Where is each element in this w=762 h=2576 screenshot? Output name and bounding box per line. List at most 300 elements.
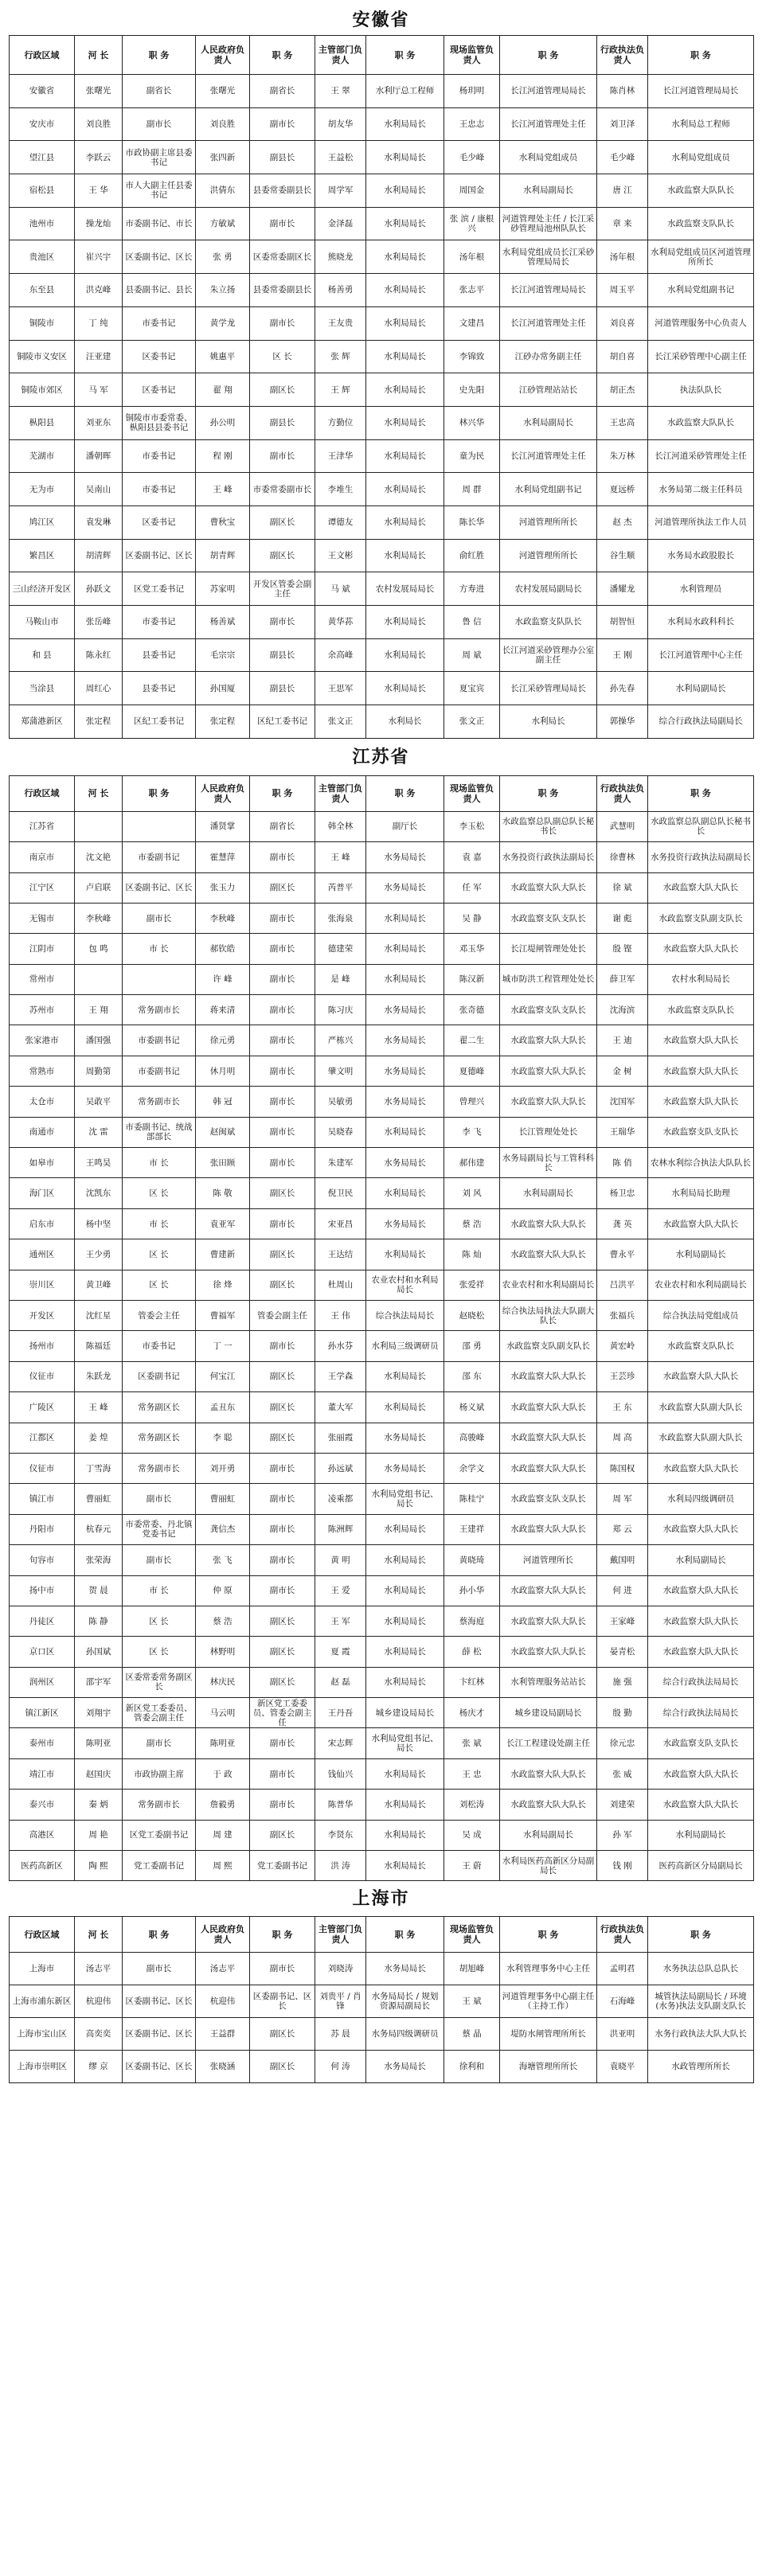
table-cell: 毛少峰: [597, 141, 648, 174]
table-cell: 江阴市: [10, 934, 75, 964]
table-cell: 王 东: [597, 1392, 648, 1423]
table-cell: 长江采砂管理局局长: [500, 672, 597, 705]
table-cell: 水利局局长: [366, 141, 444, 174]
table-cell: 水利局党组副书记: [500, 473, 597, 506]
table-cell: 王 迪: [597, 1025, 648, 1056]
table-cell: 市 长: [123, 1208, 196, 1239]
table-cell: 当涂县: [10, 672, 75, 705]
table-cell: 周 熙: [196, 1851, 250, 1881]
table-cell: 杨玥明: [444, 75, 500, 108]
table-cell: 水利局党组副书记: [648, 274, 754, 307]
table-cell: 水利局党组成员长江采砂管理局局长: [500, 240, 597, 274]
table-cell: 河道管理事务中心副主任（主持工作）: [500, 1985, 597, 2018]
table-cell: 操龙灿: [75, 207, 123, 240]
table-cell: 水利局党组书记、局长: [366, 1484, 444, 1514]
table-cell: 水务局局长: [366, 1056, 444, 1086]
table-cell: 水利局局长: [366, 1545, 444, 1575]
table-cell: 许 峰: [196, 964, 250, 994]
table-cell: 王鸣昊: [75, 1148, 123, 1178]
table-cell: 徐元忠: [597, 1728, 648, 1758]
table-cell: 水利局局长: [366, 373, 444, 407]
table-cell: 水政监察总队副总队长秘书长: [500, 811, 597, 841]
table-cell: 水务局局长: [366, 1423, 444, 1453]
table-cell: 孙跃文: [75, 572, 123, 606]
table-row: [10, 373, 754, 407]
table-cell: 水利局局长: [366, 1178, 444, 1208]
column-header: 职 务: [648, 1917, 754, 1953]
table-cell: 殷 勤: [597, 1698, 648, 1728]
table-cell: 水政监察支队支队长: [648, 1728, 754, 1758]
table-row: [10, 705, 754, 739]
table-cell: 长江河道管理局局长: [648, 75, 754, 108]
table-cell: 徐 烽: [196, 1270, 250, 1300]
table-cell: 水政监察大队副大队长: [648, 1392, 754, 1423]
table-cell: 市委书记: [123, 473, 196, 506]
table-row: [10, 1117, 754, 1147]
table-cell: 林兴华: [444, 406, 500, 439]
table-cell: 曹丽虹: [75, 1484, 123, 1514]
table-cell: 鲁 信: [444, 606, 500, 639]
table-cell: 池州市: [10, 207, 75, 240]
table-cell: 洪亚明: [597, 2018, 648, 2051]
table-cell: 任 军: [444, 872, 500, 903]
table-cell: 副市长: [250, 207, 315, 240]
table-cell: 刘卫泽: [597, 107, 648, 141]
table-cell: 张荣海: [75, 1545, 123, 1575]
table-cell: 黄宏岭: [597, 1331, 648, 1361]
table-cell: 水利局局长助理: [648, 1178, 754, 1208]
table-row: [10, 1637, 754, 1667]
table-cell: 马 军: [75, 373, 123, 407]
column-header: 职 务: [366, 1917, 444, 1953]
table-cell: 市委书记: [123, 1331, 196, 1361]
table-row: [10, 174, 754, 208]
table-cell: 水务局局长: [366, 1208, 444, 1239]
table-cell: 水务局局长: [366, 1087, 444, 1117]
table-row: [10, 672, 754, 705]
table-cell: 区委书记: [123, 505, 196, 539]
table-cell: 马 斌: [315, 572, 366, 606]
table-row: [10, 1667, 754, 1697]
table-cell: 河道管理服务中心负责人: [648, 306, 754, 340]
table-cell: 城管执法局副局长 / 环境(水务)执法支队副支队长: [648, 1985, 754, 2018]
table-cell: 农业农村和水利局副局长: [648, 1270, 754, 1300]
table-cell: 水利局副局长: [500, 1178, 597, 1208]
table-cell: 市委副书记、统战部部长: [123, 1117, 196, 1147]
table-row: [10, 1545, 754, 1575]
table-cell: 市 长: [123, 1575, 196, 1606]
table-cell: 沈海滨: [597, 995, 648, 1025]
table-cell: 靖江市: [10, 1758, 75, 1789]
table-cell: [75, 811, 123, 841]
table-cell: 谭德友: [315, 505, 366, 539]
table-cell: 汤志平: [196, 1953, 250, 1985]
table-cell: 吴晓春: [315, 1117, 366, 1147]
table-cell: 水政监察大队大队长: [648, 1361, 754, 1391]
table-cell: 杨庆才: [444, 1698, 500, 1728]
table-cell: 吴南山: [75, 473, 123, 506]
column-header: 职 务: [500, 775, 597, 811]
table-cell: 张志平: [444, 274, 500, 307]
table-cell: 区委副书记、区长: [250, 1985, 315, 2018]
table-cell: 王芸珍: [597, 1361, 648, 1391]
table-cell: 张文正: [315, 705, 366, 739]
table-cell: 黄卫峰: [75, 1270, 123, 1300]
table-cell: [123, 811, 196, 841]
table-cell: 王 军: [315, 1606, 366, 1636]
table-row: [10, 1453, 754, 1483]
table-cell: 水政监察大队大队长: [500, 1606, 597, 1636]
table-row: [10, 439, 754, 473]
table-cell: 新区党工委委员、管委会副主任: [250, 1698, 315, 1728]
table-cell: 综合行政执法局局长: [648, 1667, 754, 1697]
table-cell: 水政监察支队副支队长: [500, 1331, 597, 1361]
table-cell: 洪倩东: [196, 174, 250, 208]
table-cell: 张奇德: [444, 995, 500, 1025]
table-cell: 扬州市: [10, 1331, 75, 1361]
table-row: [10, 1790, 754, 1820]
table-cell: 城市防洪工程管理处处长: [500, 964, 597, 994]
table-row: [10, 1208, 754, 1239]
table-cell: 杭春元: [75, 1514, 123, 1544]
table-cell: 徐元勇: [196, 1025, 250, 1056]
table-cell: 水务局局长: [366, 995, 444, 1025]
table-row: [10, 1953, 754, 1985]
table-cell: 常熟市: [10, 1056, 75, 1086]
table-cell: 开发区: [10, 1301, 75, 1331]
table-cell: 江砂管理站站长: [500, 373, 597, 407]
table-cell: 王思军: [315, 672, 366, 705]
table-cell: [75, 964, 123, 994]
table-cell: 常务副区长: [123, 1392, 196, 1423]
table-cell: 周 斌: [444, 638, 500, 672]
table-cell: 李秋峰: [75, 903, 123, 933]
table-cell: 仪征市: [10, 1453, 75, 1483]
table-cell: 副区长: [250, 505, 315, 539]
table-cell: 潘国强: [75, 1025, 123, 1056]
table-cell: 副区长: [250, 373, 315, 407]
table-cell: 徐 斌: [597, 872, 648, 903]
table-cell: 韩全林: [315, 811, 366, 841]
table-cell: 胡青辉: [196, 539, 250, 572]
table-cell: 长江工程建设处副主任: [500, 1728, 597, 1758]
table-row: [10, 1606, 754, 1636]
table-cell: 开发区管委会副主任: [250, 572, 315, 606]
table-cell: 张 滨 / 康根兴: [444, 207, 500, 240]
table-cell: 刘开勇: [196, 1453, 250, 1483]
table-cell: 王忠高: [597, 406, 648, 439]
table-cell: 胡自喜: [597, 340, 648, 373]
table-cell: 周国金: [444, 174, 500, 208]
table-row: [10, 1985, 754, 2018]
table-cell: 水务局局长: [366, 1148, 444, 1178]
table-cell: 水政管理所所长: [648, 2051, 754, 2083]
table-cell: 徐曹林: [597, 842, 648, 872]
table-cell: 谷生顺: [597, 539, 648, 572]
table-cell: 水利局水政科科长: [648, 606, 754, 639]
table-cell: 城乡建设局局长: [366, 1698, 444, 1728]
table-cell: 杨善勇: [315, 274, 366, 307]
table-cell: 区 长: [123, 1270, 196, 1300]
table-cell: 杭迎伟: [75, 1985, 123, 2018]
table-cell: 蔡 晶: [444, 2018, 500, 2051]
table-cell: 区委常委副区长: [250, 240, 315, 274]
table-cell: 翟 翔: [196, 373, 250, 407]
table-cell: 王 忠: [444, 1758, 500, 1789]
table-cell: 李跃云: [75, 141, 123, 174]
table-cell: 区党工委副书记: [123, 1820, 196, 1850]
table-cell: 水利局局长: [366, 1820, 444, 1850]
table-cell: 水政监察大队队长: [648, 406, 754, 439]
table-cell: 水利局局长: [366, 439, 444, 473]
table-row: [10, 964, 754, 994]
table-cell: 周红心: [75, 672, 123, 705]
table-cell: 水利局局长: [366, 274, 444, 307]
table-cell: 曾理兴: [444, 1087, 500, 1117]
table-row: [10, 1025, 754, 1056]
column-header: 人民政府负责人: [196, 775, 250, 811]
table-cell: 王 爱: [315, 1575, 366, 1606]
table-cell: 市委书记: [123, 606, 196, 639]
header-row: [10, 1917, 754, 1953]
table-row: [10, 207, 754, 240]
table-cell: 海塘管理所所长: [500, 2051, 597, 2083]
table-cell: 陈普华: [315, 1790, 366, 1820]
table-cell: 史先阳: [444, 373, 500, 407]
table-cell: 文建昌: [444, 306, 500, 340]
table-row: [10, 1361, 754, 1391]
table-cell: 包 鸣: [75, 934, 123, 964]
table-cell: 副区长: [250, 1667, 315, 1697]
river-chief-table: [9, 35, 754, 739]
table-cell: 长江采砂管理中心副主任: [648, 340, 754, 373]
table-cell: 河道管理所所长: [500, 539, 597, 572]
table-cell: 王 刚: [597, 638, 648, 672]
table-cell: 霍慧萍: [196, 842, 250, 872]
table-cell: 陈永红: [75, 638, 123, 672]
table-cell: 水政监察大队大队长: [648, 1056, 754, 1086]
table-row: [10, 1575, 754, 1606]
column-header: 行政区域: [10, 775, 75, 811]
table-cell: 余高峰: [315, 638, 366, 672]
table-cell: 邵宇军: [75, 1667, 123, 1697]
table-cell: 陈汉新: [444, 964, 500, 994]
table-cell: 党工委副书记: [123, 1851, 196, 1881]
table-cell: 副省长: [250, 811, 315, 841]
table-cell: 上海市浦东新区: [10, 1985, 75, 2018]
table-cell: 常务副市长: [123, 995, 196, 1025]
table-cell: 沈 雷: [75, 1117, 123, 1147]
table-cell: 水利局医药高新区分局副局长: [500, 1851, 597, 1881]
table-cell: 常务副市长: [123, 1087, 196, 1117]
table-cell: 水政监察大队大队长: [648, 1637, 754, 1667]
table-cell: 郭操华: [597, 705, 648, 739]
table-cell: 医药高新区: [10, 1851, 75, 1881]
table-cell: 王 翠: [315, 75, 366, 108]
table-cell: 副市长: [250, 1953, 315, 1985]
table-cell: 周 军: [597, 1484, 648, 1514]
table-cell: 广陵区: [10, 1392, 75, 1423]
table-cell: 夏宝宾: [444, 672, 500, 705]
table-cell: 胡旭峰: [444, 1953, 500, 1985]
table-cell: 金泽磊: [315, 207, 366, 240]
table-cell: 沈红星: [75, 1301, 123, 1331]
table-row: [10, 505, 754, 539]
table-cell: 张 飞: [196, 1545, 250, 1575]
table-row: [10, 1087, 754, 1117]
table-row: [10, 473, 754, 506]
table-cell: 水利局党组成员: [500, 141, 597, 174]
table-cell: 副市长: [250, 842, 315, 872]
table-cell: 副省长: [250, 75, 315, 108]
table-cell: 李秋峰: [196, 903, 250, 933]
table-cell: 杭迎伟: [196, 1985, 250, 2018]
table-cell: 副县长: [250, 672, 315, 705]
table-cell: 赵闽斌: [196, 1117, 250, 1147]
table-cell: 副市长: [250, 1728, 315, 1758]
table-cell: 太仓市: [10, 1087, 75, 1117]
table-cell: 综合执法局执法大队副大队长: [500, 1301, 597, 1331]
table-cell: 李 聪: [196, 1423, 250, 1453]
table-cell: 海门区: [10, 1178, 75, 1208]
table-cell: 望江县: [10, 141, 75, 174]
table-cell: 副区长: [250, 872, 315, 903]
table-cell: 水利局局长: [366, 340, 444, 373]
table-row: [10, 2018, 754, 2051]
table-cell: 李堆生: [315, 473, 366, 506]
table-cell: 长江河道管理处主任: [500, 107, 597, 141]
table-cell: 郝钦皓: [196, 934, 250, 964]
table-cell: 副区长: [250, 1178, 315, 1208]
table-cell: 马云明: [196, 1698, 250, 1728]
table-cell: [123, 964, 196, 994]
table-cell: 洪克峰: [75, 274, 123, 307]
table-cell: 周 群: [444, 473, 500, 506]
table-cell: 副区长: [250, 1239, 315, 1270]
table-cell: 水政监察支队支队长: [648, 1117, 754, 1147]
table-cell: 孙先春: [597, 672, 648, 705]
table-cell: 水利局局长: [366, 1239, 444, 1270]
table-cell: 章 来: [597, 207, 648, 240]
table-cell: 谢 彪: [597, 903, 648, 933]
table-cell: 孙远斌: [315, 1453, 366, 1483]
column-header: 行政区域: [10, 1917, 75, 1953]
section-0: [9, 5, 753, 739]
table-cell: 周 建: [196, 1820, 250, 1850]
table-cell: 戴国明: [597, 1545, 648, 1575]
table-row: [10, 1148, 754, 1178]
table-cell: 如皋市: [10, 1148, 75, 1178]
table-cell: 水利局局长: [366, 1637, 444, 1667]
table-cell: 武慧明: [597, 811, 648, 841]
table-cell: 副市长: [250, 1025, 315, 1056]
table-cell: 张 勇: [196, 240, 250, 274]
table-cell: 管委会主任: [123, 1301, 196, 1331]
table-cell: 孙小华: [444, 1575, 500, 1606]
table-row: [10, 842, 754, 872]
table-cell: 方敏斌: [196, 207, 250, 240]
table-cell: 宋志辉: [315, 1728, 366, 1758]
table-cell: 郑蒲港新区: [10, 705, 75, 739]
table-cell: 安庆市: [10, 107, 75, 141]
table-cell: 崔兴宇: [75, 240, 123, 274]
table-cell: 周勤第: [75, 1056, 123, 1086]
table-cell: 张家港市: [10, 1025, 75, 1056]
table-cell: 钱仙兴: [315, 1758, 366, 1789]
table-cell: 副县长: [250, 141, 315, 174]
table-cell: 上海市宝山区: [10, 2018, 75, 2051]
table-cell: 水政监察大队大队长: [500, 1758, 597, 1789]
column-header: 河 长: [75, 775, 123, 811]
table-cell: 水政监察大队大队长: [500, 1087, 597, 1117]
river-chief-table: [9, 1916, 754, 2083]
table-cell: 翟二生: [444, 1025, 500, 1056]
table-row: [10, 1270, 754, 1300]
table-cell: 枞阳县: [10, 406, 75, 439]
table-cell: 卞红林: [444, 1667, 500, 1697]
table-cell: 秦 炳: [75, 1790, 123, 1820]
table-cell: 于 政: [196, 1758, 250, 1789]
table-cell: 水政监察大队大队长: [648, 1025, 754, 1056]
table-cell: 泰兴市: [10, 1790, 75, 1820]
table-cell: 孙 军: [597, 1820, 648, 1850]
table-cell: 德建荣: [315, 934, 366, 964]
table-cell: 上海市: [10, 1953, 75, 1985]
table-cell: 水利局局长: [366, 174, 444, 208]
table-cell: 综合执法局党组成员: [648, 1301, 754, 1331]
table-cell: 袁发琳: [75, 505, 123, 539]
table-cell: 水利局长: [500, 705, 597, 739]
table-cell: 夏 霞: [315, 1637, 366, 1667]
table-cell: 城乡建设局副局长: [500, 1698, 597, 1728]
table-cell: 邵 勇: [444, 1331, 500, 1361]
table-cell: 江苏省: [10, 811, 75, 841]
table-cell: 副区长: [250, 539, 315, 572]
table-cell: 水利局副局长: [500, 174, 597, 208]
table-cell: 水务局局长: [366, 1953, 444, 1985]
table-cell: 副市长: [250, 995, 315, 1025]
table-cell: 王 峰: [75, 1392, 123, 1423]
table-cell: 林庆民: [196, 1667, 250, 1697]
table-cell: 市委书记: [123, 439, 196, 473]
table-cell: 周学军: [315, 174, 366, 208]
table-cell: 周玉平: [597, 274, 648, 307]
table-cell: 水政监察大队大队长: [648, 934, 754, 964]
column-header: 职 务: [250, 36, 315, 75]
table-cell: 水务局局长 / 规划资源局副局长: [366, 1985, 444, 2018]
table-cell: 陈福廷: [75, 1331, 123, 1361]
table-cell: 长江河道采砂管理办公室副主任: [500, 638, 597, 672]
table-cell: 何 进: [597, 1575, 648, 1606]
table-cell: 水政监察大队大队长: [500, 1575, 597, 1606]
table-cell: 王建祥: [444, 1514, 500, 1544]
table-cell: 芜湖市: [10, 439, 75, 473]
table-cell: 副区长: [250, 1637, 315, 1667]
table-cell: 贺 晨: [75, 1575, 123, 1606]
table-cell: 区委副书记、区长: [123, 1985, 196, 2018]
table-cell: 洪 涛: [315, 1851, 366, 1881]
table-cell: 水利局局长: [366, 638, 444, 672]
table-cell: 黄华荪: [315, 606, 366, 639]
column-header: 现场监管负责人: [444, 36, 500, 75]
table-cell: 农村水利局局长: [648, 964, 754, 994]
table-cell: 张岳峰: [75, 606, 123, 639]
table-cell: 吴敏勇: [315, 1087, 366, 1117]
column-header: 职 务: [123, 1917, 196, 1953]
table-cell: 陈肖林: [597, 75, 648, 108]
table-cell: 杨善斌: [196, 606, 250, 639]
table-cell: 仪征市: [10, 1361, 75, 1391]
